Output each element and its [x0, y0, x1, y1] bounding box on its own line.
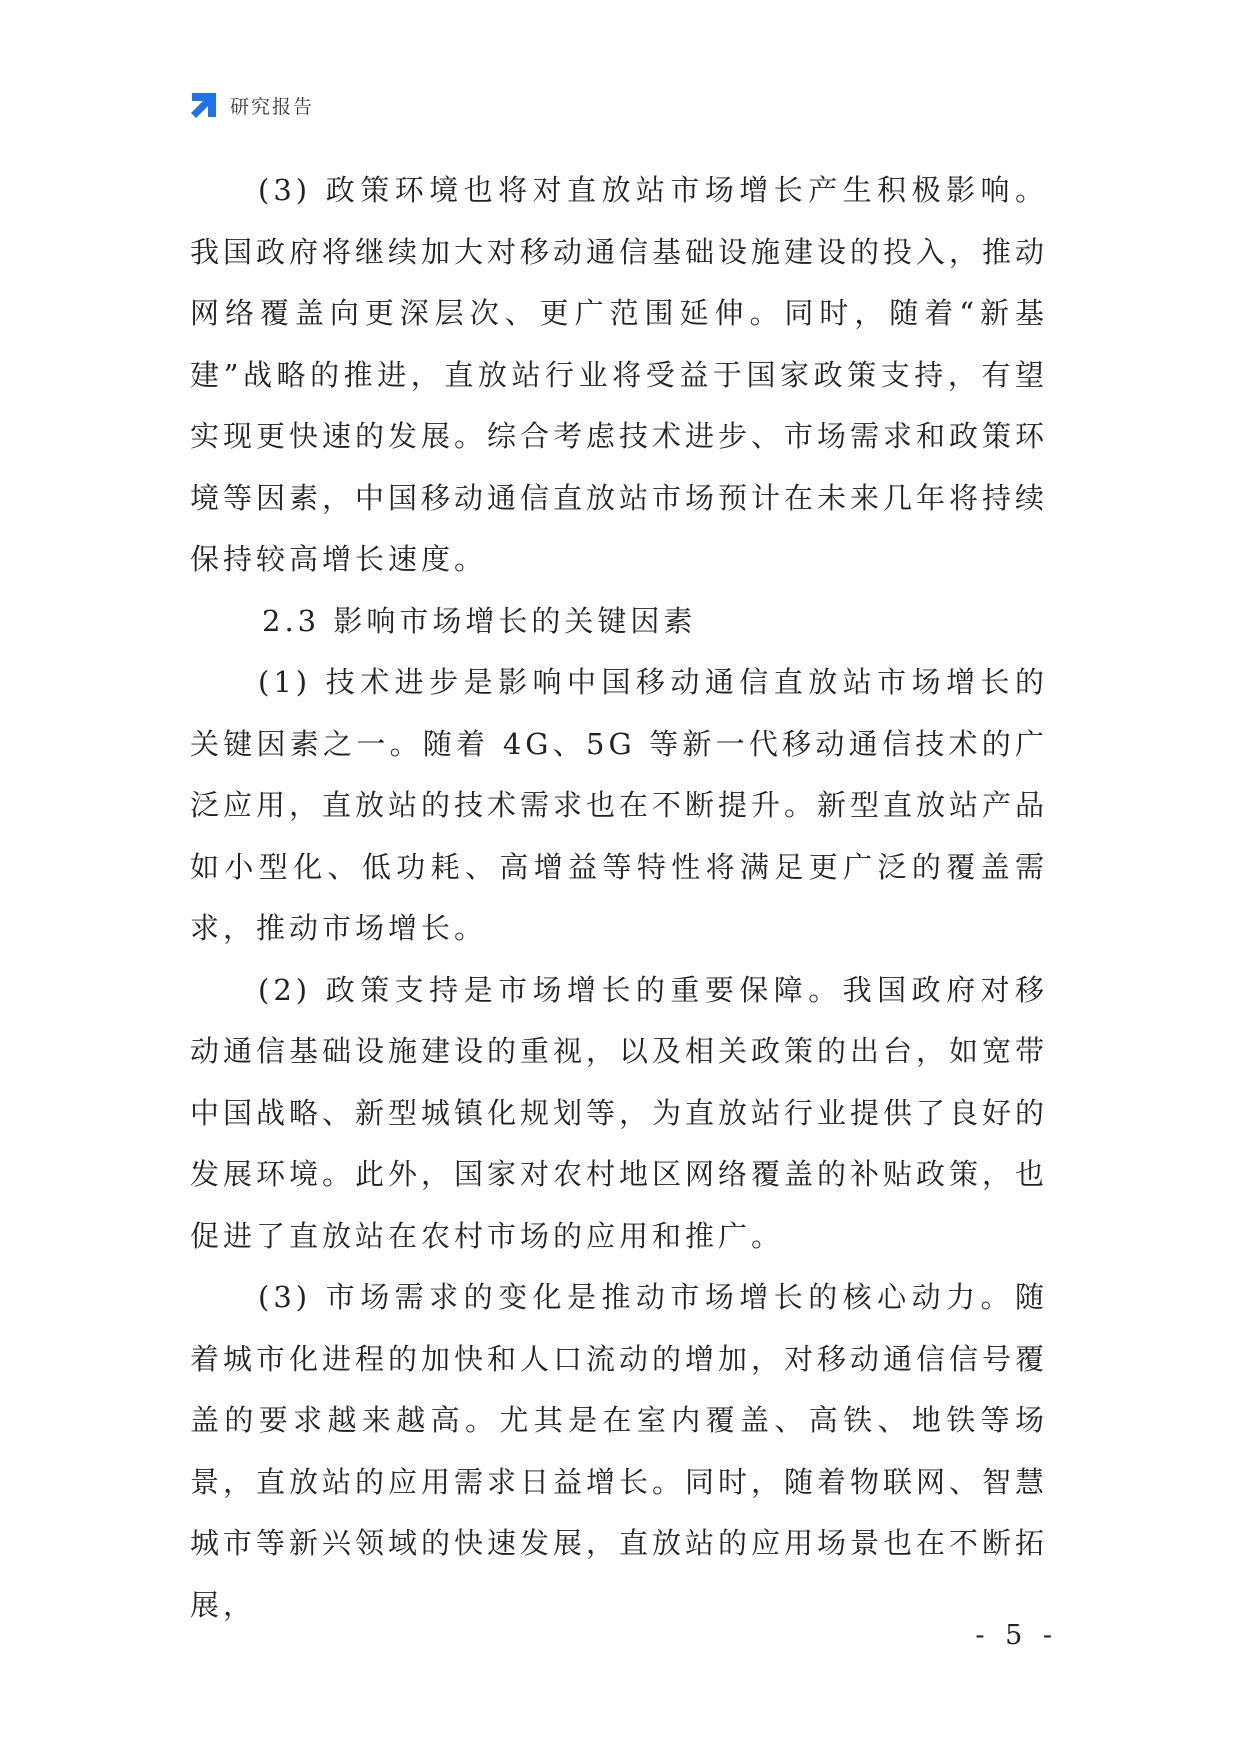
paragraph-policy-environment: (3) 政策环境也将对直放站市场增长产生积极影响。我国政府将继续加大对移动通信基础设施建设的投入，推动网络覆盖向更深层次、更广范围延伸。同时，随着“新基建”战略的推进，直放站行业将受益于国家政策支持，有望实现更快速的发展。综合考虑技术进步、市场需求和政策环境等因素，中国移动通信直放站市场预计在未来几年将持续保持较高增长速度。	[190, 173, 1049, 576]
report-label: 研究报告	[230, 95, 315, 118]
page-header	[188, 88, 314, 122]
arrow-up-right-icon	[188, 89, 220, 121]
paragraph-market-demand: (3) 市场需求的变化是推动市场增长的核心动力。随着城市化进程的加快和人口流动的增加，对移动通信信号覆盖的要求越来越高。尤其是在室内覆盖、高铁、地铁等场景，直放站的应用需求日益增长。同时，随着物联网、智慧城市等新兴领域的快速发展，直放站的应用场景也在不断拓展，	[190, 1280, 1049, 1622]
page-number: - 5 -	[975, 1620, 1058, 1651]
paragraph-policy-support: (2) 政策支持是市场增长的重要保障。我国政府对移动通信基础设施建设的重视，以及相关政策的出台，如宽带中国战略、新型城镇化规划等，为直放站行业提供了良好的发展环境。此外，国家对农村地区网络覆盖的补贴政策，也促进了直放站在农村市场的应用和推广。	[190, 972, 1049, 1253]
paragraph-technology-progress: (1) 技术进步是影响中国移动通信直放站市场增长的关键因素之一。随着 4G、5G 等新一代移动通信技术的广泛应用，直放站的技术需求也在不断提升。新型直放站产品如小型化、低功耗、高增益等特性将满足更广泛的覆盖需求，推动市场增长。	[190, 665, 1049, 945]
document-body	[190, 160, 1048, 1636]
section-heading: 2.3 影响市场增长的关键因素	[262, 603, 697, 638]
